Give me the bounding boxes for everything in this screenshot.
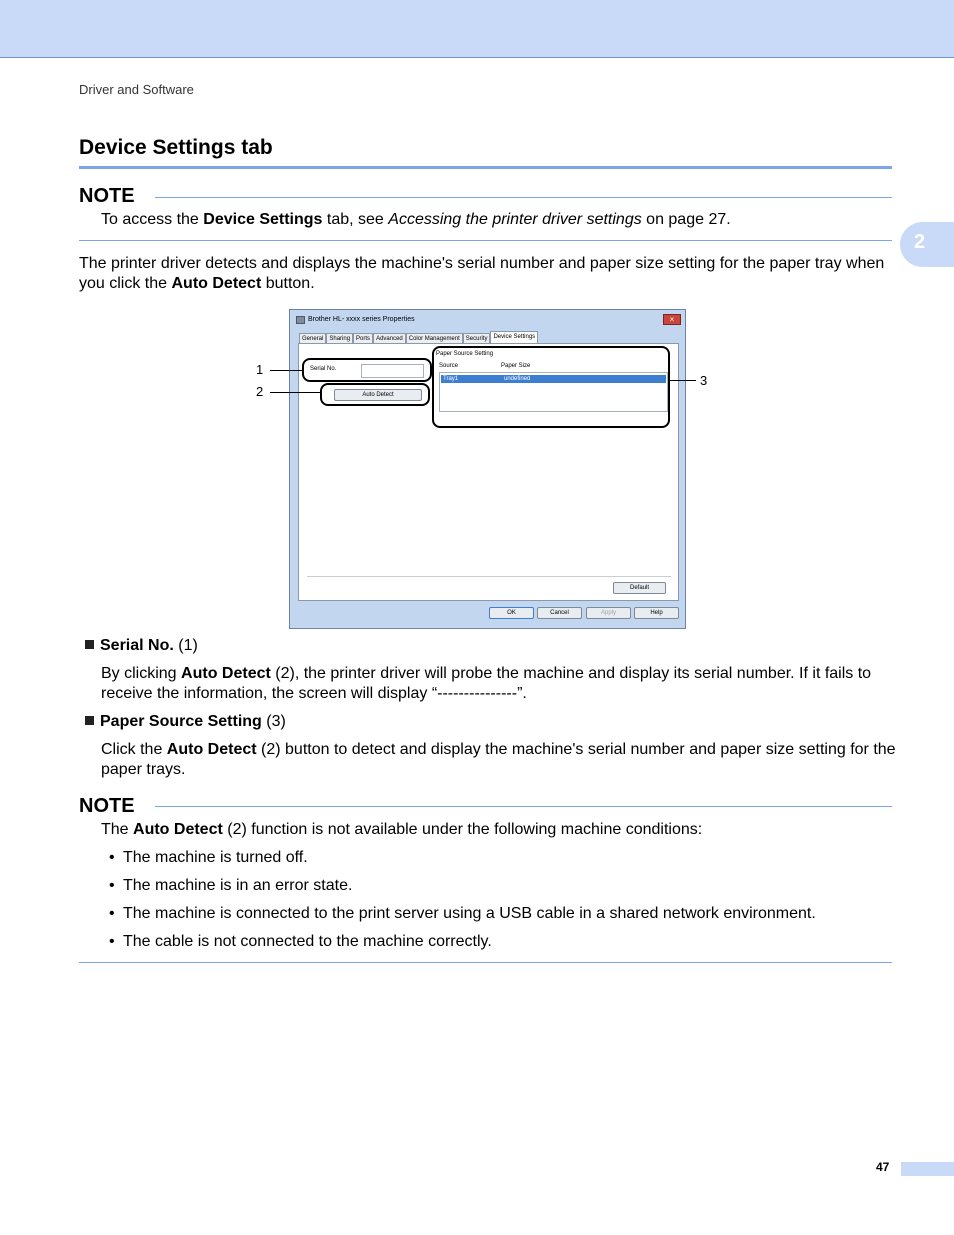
dialog-title: Brother HL- xxxx series Properties: [308, 316, 415, 323]
note-text: To access the Device Settings tab, see Accessing the printer driver settings on page 27.: [101, 211, 731, 228]
item-paper-source-heading: Paper Source Setting (3): [85, 712, 885, 732]
tab-advanced[interactable]: Advanced: [373, 333, 406, 344]
note-text: The Auto Detect (2) function is not available under the following machine conditions:: [101, 821, 703, 838]
item-serial-no-body: By clicking Auto Detect (2), the printer driver will probe the machine and display its serial number. If it fails to receive the information, the screen will display “---------------”.: [101, 665, 872, 702]
close-icon[interactable]: ×: [663, 314, 681, 325]
item-paper-source-body: Click the Auto Detect (2) button to detect and display the machine's serial number and paper size setting for the paper trays.: [101, 741, 896, 778]
callout-leader-2: [270, 392, 320, 393]
callout-leader-1: [270, 370, 302, 371]
item-serial-no-heading: Serial No. (1): [85, 636, 885, 656]
note-heading: NOTE: [79, 185, 135, 207]
list-item-text: The machine is turned off.: [123, 849, 308, 866]
serial-no-label: Serial No.: [310, 366, 337, 372]
callout-serial-no: [302, 358, 432, 382]
note-heading: NOTE: [79, 795, 135, 817]
callout-paper-source: [432, 346, 670, 428]
tab-sharing[interactable]: Sharing: [326, 333, 353, 344]
list-item: •: [109, 877, 115, 894]
bullet-square-icon: [85, 640, 94, 649]
tab-security[interactable]: Security: [463, 333, 491, 344]
paper-source-group-label: Paper Source Setting: [436, 351, 494, 357]
note-end-rule: [79, 240, 892, 241]
footer-bar: [901, 1162, 954, 1176]
auto-detect-button[interactable]: Auto Detect: [334, 389, 422, 401]
help-button[interactable]: Help: [634, 607, 679, 619]
chapter-tab: [900, 222, 954, 267]
list-item: •: [109, 905, 115, 922]
list-item-text: The cable is not connected to the machine correctly.: [123, 933, 492, 950]
default-button[interactable]: Default: [613, 582, 666, 594]
running-head: Driver and Software: [79, 82, 194, 97]
chapter-number: 2: [914, 231, 926, 253]
cancel-button[interactable]: Cancel: [537, 607, 582, 619]
printer-icon: [296, 316, 305, 324]
callout-leader-3: [670, 380, 696, 381]
bullet-square-icon: [85, 716, 94, 725]
header-band: [0, 0, 954, 58]
ok-button[interactable]: OK: [489, 607, 534, 619]
tab-general[interactable]: General: [299, 333, 326, 344]
list-item: •: [109, 933, 115, 950]
tab-device-settings[interactable]: Device Settings: [490, 331, 538, 344]
title-rule: [79, 166, 892, 169]
source-column-header: Source: [439, 363, 459, 369]
list-item: •: [109, 849, 115, 866]
callout-number-1: 1: [256, 362, 264, 377]
paper-size-column-header: Paper Size: [501, 363, 531, 369]
note-rule: [155, 806, 892, 807]
panel-divider: [307, 576, 671, 577]
note-end-rule: [79, 962, 892, 963]
apply-button[interactable]: Apply: [586, 607, 631, 619]
list-item-text: The machine is in an error state.: [123, 877, 353, 894]
callout-number-3: 3: [700, 373, 708, 388]
list-item-text: The machine is connected to the print server using a USB cable in a shared network environment.: [123, 905, 816, 922]
callout-auto-detect: [320, 383, 430, 406]
tab-color-management[interactable]: Color Management: [406, 333, 463, 344]
section-title: Device Settings tab: [79, 136, 273, 159]
list-item[interactable]: Tray1 undefined: [441, 375, 666, 383]
tab-ports[interactable]: Ports: [353, 333, 373, 344]
callout-number-2: 2: [256, 384, 264, 399]
page-number: 47: [876, 1160, 890, 1174]
intro-paragraph: The printer driver detects and displays the machine's serial number and paper size setting for the paper tray when you click the Auto Detect button.: [79, 255, 885, 292]
note-rule: [155, 197, 892, 198]
